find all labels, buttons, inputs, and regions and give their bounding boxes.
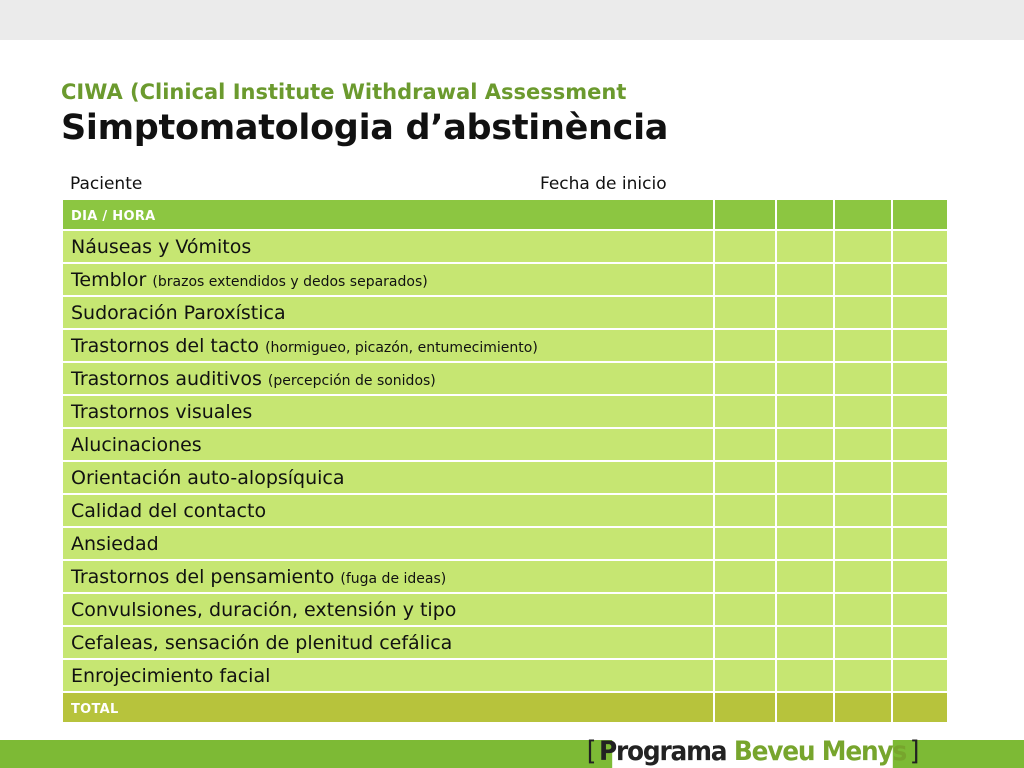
symptom-name: Trastornos del pensamiento [71,565,335,588]
score-cell[interactable] [714,263,776,296]
symptom-name: Alucinaciones [71,433,202,456]
symptom-label [62,527,714,560]
symptom-label [62,593,714,626]
score-cell[interactable] [776,296,834,329]
score-cell[interactable] [714,461,776,494]
symptom-row [62,395,948,428]
total-cell[interactable] [834,692,892,723]
score-cell[interactable] [714,494,776,527]
score-cell[interactable] [776,527,834,560]
score-cell[interactable] [776,362,834,395]
score-cell[interactable] [776,593,834,626]
score-cell[interactable] [834,230,892,263]
symptom-name: Náuseas y Vómitos [71,235,252,258]
total-row [62,692,948,723]
score-cell[interactable] [776,560,834,593]
score-cell[interactable] [892,263,948,296]
score-cell[interactable] [892,626,948,659]
symptom-label [62,560,714,593]
header-row [62,199,948,230]
symptom-row [62,560,948,593]
score-cell[interactable] [776,263,834,296]
symptom-row [62,527,948,560]
score-cell[interactable] [714,527,776,560]
symptom-label [62,428,714,461]
symptom-row [62,263,948,296]
symptom-row [62,461,948,494]
score-cell[interactable] [834,626,892,659]
symptom-name: Enrojecimiento facial [71,664,271,687]
symptom-note: (brazos extendidos y dedos separados) [152,273,428,290]
score-cell[interactable] [776,626,834,659]
total-label: TOTAL [62,692,714,723]
score-cell[interactable] [892,560,948,593]
symptom-note: (hormigueo, picazón, entumecimiento) [265,339,538,356]
logo-close-bracket: ] [909,736,919,767]
score-cell[interactable] [834,329,892,362]
score-cell[interactable] [892,527,948,560]
score-cell[interactable] [834,560,892,593]
symptom-name: Orientación auto-alopsíquica [71,466,345,489]
symptom-row [62,626,948,659]
symptom-row [62,659,948,692]
score-cell[interactable] [714,428,776,461]
score-cell[interactable] [834,659,892,692]
symptom-label [62,461,714,494]
symptom-row [62,230,948,263]
score-cell[interactable] [714,659,776,692]
score-cell[interactable] [714,329,776,362]
symptom-name: Cefaleas, sensación de plenitud cefálica [71,631,453,654]
score-cell[interactable] [834,593,892,626]
logo-word-beveu-menys: Beveu Menys [733,736,907,767]
symptom-note: (fuga de ideas) [340,570,447,587]
score-cell[interactable] [714,395,776,428]
symptom-label [62,494,714,527]
symptom-name: Calidad del contacto [71,499,267,522]
score-cell[interactable] [834,494,892,527]
time-cell[interactable] [892,199,948,230]
symptom-name: Convulsiones, duración, extensión y tipo [71,598,457,621]
score-cell[interactable] [776,329,834,362]
top-band [0,0,1024,40]
symptom-name: Trastornos del tacto [71,334,260,357]
time-cell[interactable] [714,199,776,230]
score-cell[interactable] [834,362,892,395]
time-cell[interactable] [776,199,834,230]
symptom-name: Temblor [71,268,147,291]
score-cell[interactable] [834,296,892,329]
symptom-row [62,296,948,329]
score-cell[interactable] [776,494,834,527]
symptom-name: Trastornos auditivos [71,367,262,390]
score-cell[interactable] [714,626,776,659]
score-cell[interactable] [714,230,776,263]
score-cell[interactable] [892,659,948,692]
score-cell[interactable] [776,428,834,461]
score-cell[interactable] [892,461,948,494]
symptom-label [62,659,714,692]
score-cell[interactable] [892,296,948,329]
program-logo [586,735,919,768]
score-cell[interactable] [834,461,892,494]
symptom-note: (percepción de sonidos) [267,372,436,389]
symptom-label [62,329,714,362]
total-cell[interactable] [776,692,834,723]
symptom-label [62,296,714,329]
total-cell[interactable] [714,692,776,723]
score-cell[interactable] [892,395,948,428]
logo-word-programa: Programa [598,736,727,767]
score-cell[interactable] [714,296,776,329]
symptom-label [62,263,714,296]
score-cell[interactable] [834,395,892,428]
score-cell[interactable] [714,593,776,626]
score-cell[interactable] [776,461,834,494]
score-cell[interactable] [892,593,948,626]
score-cell[interactable] [834,263,892,296]
slide-title: Simptomatologia d’abstinència [61,108,669,148]
score-cell[interactable] [892,230,948,263]
score-cell[interactable] [834,527,892,560]
score-cell[interactable] [714,560,776,593]
symptom-name: Ansiedad [71,532,159,555]
symptom-label [62,362,714,395]
symptom-name: Trastornos visuales [71,400,253,423]
symptom-label [62,230,714,263]
symptom-label [62,395,714,428]
symptom-row [62,593,948,626]
score-cell[interactable] [834,428,892,461]
total-cell[interactable] [892,692,948,723]
slide-subtitle: CIWA (Clinical Institute Withdrawal Assessment [61,80,627,104]
score-cell[interactable] [892,428,948,461]
score-cell[interactable] [892,329,948,362]
logo-open-bracket: [ [586,736,596,767]
symptom-row [62,362,948,395]
score-cell[interactable] [776,395,834,428]
start-date-label: Fecha de inicio [540,174,667,194]
score-cell[interactable] [892,362,948,395]
assessment-table [61,198,949,724]
score-cell[interactable] [714,362,776,395]
score-cell[interactable] [892,494,948,527]
symptom-label [62,626,714,659]
symptom-name: Sudoración Paroxística [71,301,286,324]
time-cell[interactable] [834,199,892,230]
day-hour-header: DIA / HORA [62,199,714,230]
score-cell[interactable] [776,659,834,692]
symptom-row [62,494,948,527]
symptom-row [62,329,948,362]
patient-label: Paciente [70,174,143,194]
symptom-row [62,428,948,461]
score-cell[interactable] [776,230,834,263]
